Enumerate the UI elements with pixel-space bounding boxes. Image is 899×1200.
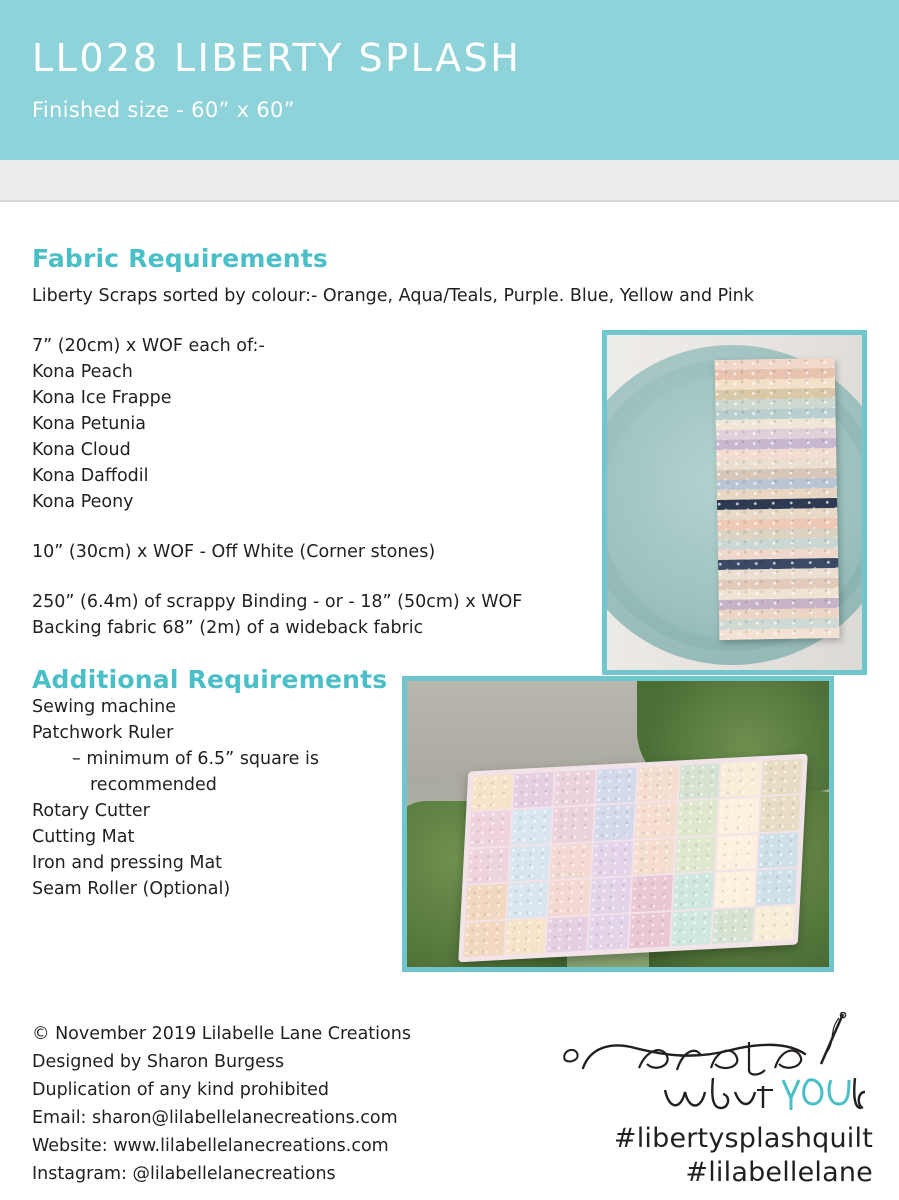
page-title: LL028 LIBERTY SPLASH <box>32 36 522 81</box>
header-divider <box>0 160 899 202</box>
kona-amount-label: 7” (20cm) x WOF each of:- <box>32 336 265 356</box>
quilt-patch <box>505 918 546 955</box>
corner-stones-text: 10” (30cm) x WOF - Off White (Corner stones) <box>32 542 436 562</box>
quilt-patch <box>509 845 550 882</box>
brand-logo <box>543 1012 873 1122</box>
quilt-patch <box>759 796 800 833</box>
quilt-patch <box>757 832 798 869</box>
quilt-patch <box>761 759 802 796</box>
hashtag-libertysplashquilt: #libertysplashquilt <box>613 1123 873 1154</box>
quilt-patch <box>631 875 672 912</box>
list-item: – minimum of 6.5” square is <box>72 749 319 769</box>
quilt-patch <box>469 811 510 848</box>
quilt-patch <box>552 806 593 843</box>
website-text: Website: www.lilabellelanecreations.com <box>32 1136 389 1156</box>
quilt-patch <box>720 761 761 798</box>
quilt-patch <box>592 841 633 878</box>
email-text: Email: sharon@lilabellelanecreations.com <box>32 1108 398 1128</box>
list-item: Rotary Cutter <box>32 801 150 821</box>
hashtag-lilabellelane: #lilabellelane <box>685 1157 873 1188</box>
quilt-patch <box>716 834 757 871</box>
quilt-patch <box>637 766 678 803</box>
quilt-patch <box>594 804 635 841</box>
quilt-patch <box>548 879 589 916</box>
quilt-patch <box>676 800 717 837</box>
designer-text: Designed by Sharon Burgess <box>32 1052 285 1072</box>
quilt-patch <box>629 912 670 949</box>
folded-fabric-stack <box>715 358 840 640</box>
fabric-intro-text: Liberty Scraps sorted by colour:- Orange, Aqua/Teals, Purple. Blue, Yellow and Pink <box>32 286 754 306</box>
additional-requirements-heading: Additional Requirements <box>32 665 388 694</box>
quilt-patch <box>635 802 676 839</box>
brand-block <box>543 1012 873 1190</box>
binding-text: 250” (6.4m) of scrappy Binding - or - 18” (50cm) x WOF <box>32 592 523 612</box>
quilt-patch <box>463 920 504 957</box>
list-item: Seam Roller (Optional) <box>32 879 231 899</box>
quilt-patch <box>513 772 554 809</box>
fabric-stack-photo <box>602 330 867 675</box>
backing-text: Backing fabric 68” (2m) of a wideback fabric <box>32 618 424 638</box>
quilt-patch <box>467 847 508 884</box>
quilt-patch <box>471 774 512 811</box>
quilt-patch <box>465 884 506 921</box>
list-item: Sewing machine <box>32 697 177 717</box>
quilt-patch <box>595 768 636 805</box>
footer-credits <box>32 1020 552 1188</box>
quilt-patch <box>678 763 719 800</box>
create-what-you-love-script-icon <box>543 1012 873 1122</box>
quilt-patch <box>671 910 712 947</box>
quilt-patch <box>590 877 631 914</box>
list-item: Kona Daffodil <box>32 466 149 486</box>
quilt-patch <box>675 836 716 873</box>
quilt-patch <box>507 882 548 919</box>
list-item: Kona Ice Frappe <box>32 388 172 408</box>
list-item: Kona Petunia <box>32 414 147 434</box>
quilt-patch <box>550 843 591 880</box>
quilt-patch <box>511 809 552 846</box>
finished-size-label: Finished size - 60” x 60” <box>32 97 295 122</box>
list-item: Cutting Mat <box>32 827 135 847</box>
list-item: Iron and pressing Mat <box>32 853 223 873</box>
quilt-patch <box>756 869 797 906</box>
quilt-patch <box>554 770 595 807</box>
document-header <box>0 0 899 160</box>
quilt-patch <box>673 873 714 910</box>
list-item: Kona Peony <box>32 492 134 512</box>
duplication-text: Duplication of any kind prohibited <box>32 1080 330 1100</box>
quilt-patch <box>718 798 759 835</box>
quilt-patchwork <box>458 754 808 963</box>
fabric-requirements-heading: Fabric Requirements <box>32 244 328 273</box>
quilt-patch <box>588 914 629 951</box>
fabric-stack-photo-inner <box>607 335 862 670</box>
instagram-text: Instagram: @lilabellelanecreations <box>32 1164 336 1184</box>
quilt-patch <box>714 871 755 908</box>
list-item: Patchwork Ruler <box>32 723 174 743</box>
fabric-strip <box>719 628 839 640</box>
quilt-patch <box>712 907 753 944</box>
list-item: recommended <box>90 775 217 795</box>
quilt-patch <box>754 905 795 942</box>
quilt-patch <box>546 916 587 953</box>
list-item: Kona Cloud <box>32 440 131 460</box>
copyright-text: © November 2019 Lilabelle Lane Creations <box>32 1024 411 1044</box>
finished-quilt-photo <box>402 676 834 972</box>
quilt-patch <box>633 839 674 876</box>
finished-quilt-photo-inner <box>407 681 829 967</box>
list-item: Kona Peach <box>32 362 133 382</box>
